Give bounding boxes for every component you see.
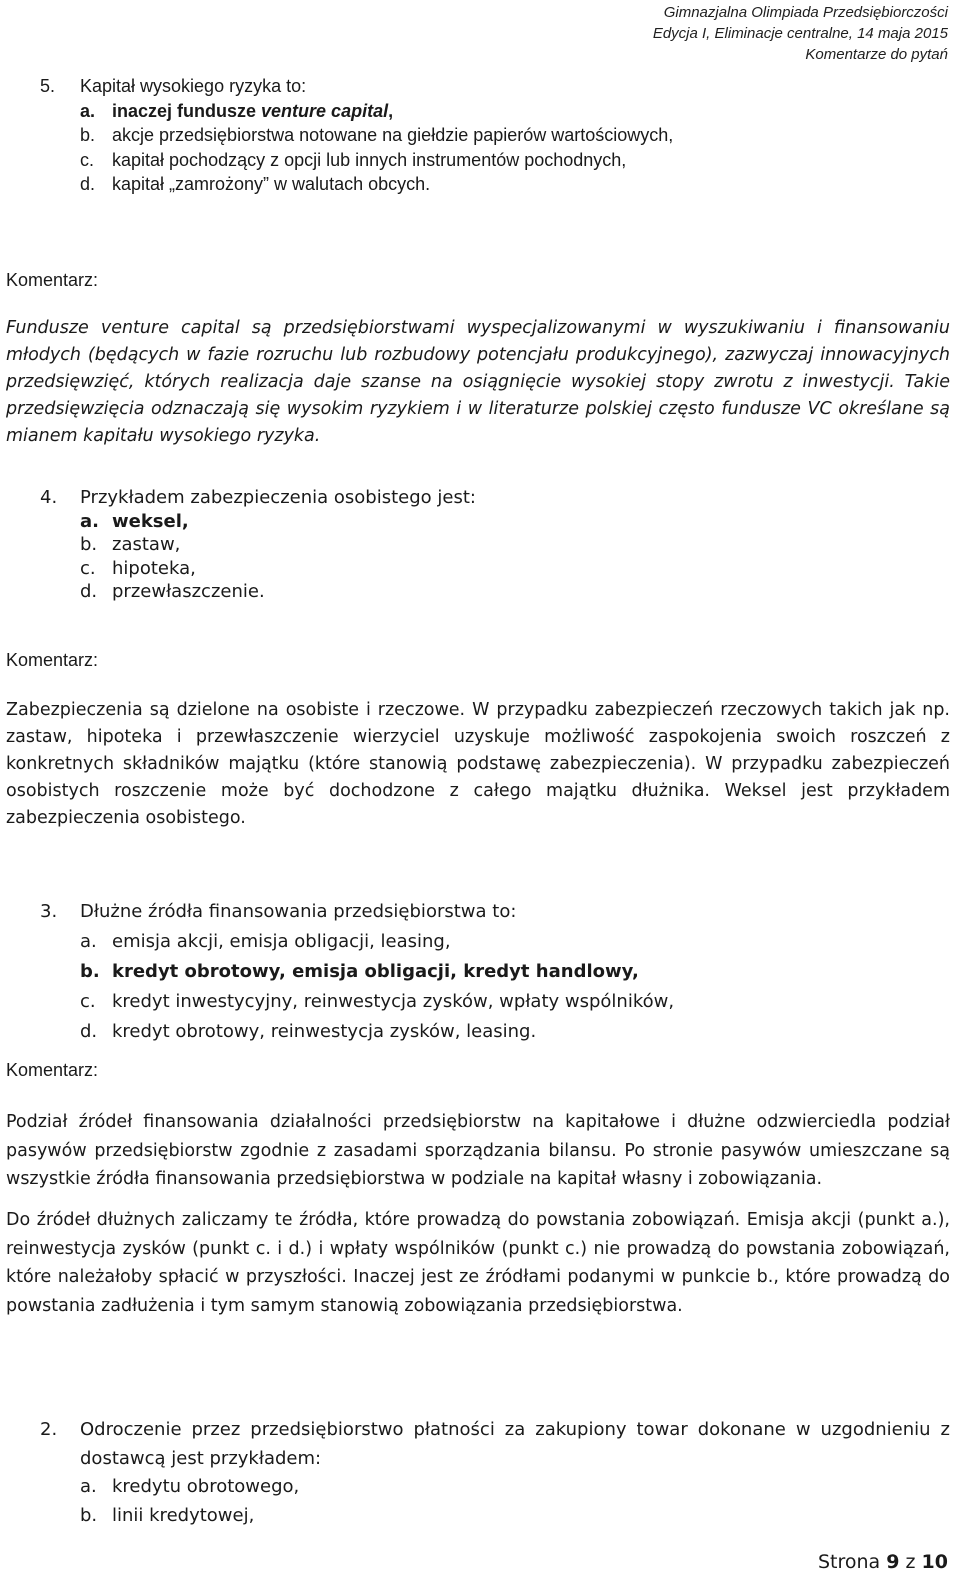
option-suffix: ,	[388, 100, 394, 121]
comment-label: Komentarz:	[6, 1060, 99, 1080]
question-text: Dłużne źródła finansowania przedsiębiorstwa to:	[80, 901, 517, 922]
total-pages: 10	[921, 1551, 948, 1573]
option-b	[80, 123, 940, 148]
option-a	[80, 927, 940, 957]
option-text: kapitał „zamrożony” w walutach obcych.	[112, 174, 431, 194]
option-letter: d.	[80, 1021, 98, 1042]
option-d	[80, 1017, 940, 1047]
option-text: kredyt inwestycyjny, reinwestycja zysków, wpłaty wspólników,	[112, 991, 675, 1012]
option-letter: a.	[80, 510, 99, 532]
option-a	[80, 99, 940, 124]
comment-text: Fundusze venture capital są przedsiębiorstwami wyspecjalizowanymi w wyszukiwaniu i finansowaniu młodych (będących w fazie rozruchu lub rozbudowy potencjału produkcyjnego), zazwyczaj innowacyjnych przedsięwzięć, których realizacja daje szanse na osiągnięcie wysokiej stopy zwrotu z inwestycji. Takie przedsięwzięcia odznaczają się wysokim ryzykiem i w literaturze polskiej często fundusze VC określane są mianem kapitału wysokiego ryzyka.	[6, 318, 950, 446]
option-text: kredytu obrotowego,	[112, 1476, 300, 1497]
option-d	[80, 172, 940, 197]
question-text: Kapitał wysokiego ryzyka to:	[80, 76, 307, 96]
option-letter: b.	[80, 534, 98, 555]
comment-text: Zabezpieczenia są dzielone na osobiste i rzeczowe. W przypadku zabezpieczeń rzeczowych takich jak np. zastaw, hipoteka i przewłaszczenie wierzyciel uzyskuje możliwość zaspokojenia swoich roszczeń z konkretnych składników majątku (które stanowią podstawę zabezpieczenia). W przypadku zabezpieczeń osobistych roszczenie może być dochodzone z całego majątku dłużnika. Weksel jest przykładem zabezpieczenia osobistego.	[6, 700, 950, 828]
option-text: inaczej fundusze	[112, 100, 262, 121]
option-text: weksel,	[112, 510, 189, 532]
footer-label: Strona	[817, 1551, 887, 1573]
question-5	[40, 74, 940, 197]
page-footer	[818, 1551, 948, 1573]
option-text: kredyt obrotowy, reinwestycja zysków, leasing.	[112, 1021, 537, 1042]
option-letter: d.	[80, 174, 96, 194]
question-3	[40, 897, 940, 1047]
option-letter: b.	[80, 125, 96, 145]
question-number: 4.	[40, 487, 58, 508]
question-number: 3.	[40, 901, 58, 922]
option-letter: b.	[80, 961, 100, 982]
option-letter: a.	[80, 931, 97, 952]
option-b	[80, 1502, 950, 1531]
question-2	[40, 1416, 950, 1530]
footer-of: z	[899, 1551, 922, 1573]
question-number: 5.	[40, 76, 56, 96]
option-text: przewłaszczenie.	[112, 581, 265, 602]
question-text: Przykładem zabezpieczenia osobistego jest:	[80, 487, 476, 508]
comment-label: Komentarz:	[6, 650, 99, 670]
option-emphasis: venture capital	[261, 100, 389, 121]
option-c	[80, 987, 940, 1017]
option-text: kredyt obrotowy, emisja obligacji, kredyt handlowy,	[112, 961, 639, 982]
option-letter: a.	[80, 100, 96, 121]
header-olympiad: Gimnazjalna Olimpiada Przedsiębiorczości	[663, 4, 948, 21]
option-text: akcje przedsiębiorstwa notowane na giełdzie papierów wartościowych,	[112, 125, 674, 145]
comment-text-2: Do źródeł dłużnych zaliczamy te źródła, które prowadzą do powstania zobowiązań. Emisja akcji (punkt a.), reinwestycja zysków (punkt c. i d.) i wpłaty wspólników (punkt c.) nie prowadzą do powstania zobowiązań, które należałoby spłacić w przyszłości. Inaczej jest ze źródłami podanymi w punkcie b., które prowadzą do powstania zadłużenia i tym samym stanowią zobowiązania przedsiębiorstwa.	[6, 1210, 950, 1316]
option-text: zastaw,	[112, 534, 181, 555]
current-page: 9	[886, 1551, 900, 1573]
page-header	[653, 2, 948, 65]
option-text: linii kredytowej,	[112, 1504, 255, 1526]
header-subtitle: Komentarze do pytań	[805, 46, 948, 63]
option-a	[80, 510, 940, 534]
option-a	[80, 1473, 950, 1502]
question-number: 2.	[40, 1419, 58, 1440]
option-letter: c.	[80, 149, 95, 170]
option-letter: a.	[80, 1476, 97, 1497]
header-edition: Edycja I, Eliminacje centralne, 14 maja 2015	[652, 25, 948, 42]
option-letter: d.	[80, 581, 98, 602]
option-d	[80, 580, 940, 604]
option-b	[80, 957, 940, 987]
option-b	[80, 533, 940, 557]
comment-label: Komentarz:	[6, 270, 99, 290]
option-text: hipoteka,	[112, 557, 196, 579]
option-letter: c.	[80, 991, 96, 1012]
option-c	[80, 557, 940, 581]
question-4	[40, 486, 940, 604]
question-text: Odroczenie przez przedsiębiorstwo płatności za zakupiony towar dokonane w uzgodnieniu z dostawcą jest przykładem:	[80, 1419, 950, 1469]
option-c	[80, 148, 940, 173]
option-text: emisja akcji, emisja obligacji, leasing,	[112, 931, 451, 952]
comment-text-1: Podział źródeł finansowania działalności przedsiębiorstw na kapitałowe i dłużne odzwierciedla podział pasywów przedsiębiorstw zgodnie z zasadami sporządzania bilansu. Po stronie pasywów umieszczane są wszystkie źródła finansowania przedsiębiorstwa w podziale na kapitał własny i zobowiązania.	[6, 1112, 950, 1189]
option-letter: c.	[80, 557, 96, 579]
option-letter: b.	[80, 1504, 98, 1526]
option-text: kapitał pochodzący z opcji lub innych instrumentów pochodnych,	[112, 149, 627, 170]
